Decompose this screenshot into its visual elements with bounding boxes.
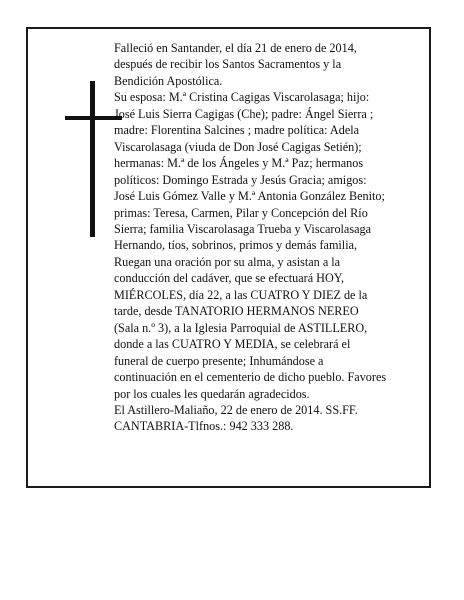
notice-line: Sierra; familia Viscarolasaga Trueba y Viscarolasaga — [114, 221, 371, 236]
notice-line: después de recibir los Santos Sacramentos y la — [114, 57, 342, 72]
notice-line: CANTABRIA-Tlfnos.: 942 333 288. — [114, 419, 294, 434]
notice-line: Hernando, tíos, sobrinos, primos y demás familia, — [114, 238, 358, 253]
notice-line: MIÉRCOLES, día 22, a las CUATRO Y DIEZ de la — [114, 287, 368, 302]
notice-line: funeral de cuerpo presente; Inhumándose a — [114, 353, 324, 368]
notice-line: hermanas: M.ª de los Ángeles y M.ª Paz; hermanos — [114, 156, 364, 171]
notice-line: Bendición Apostólica. — [114, 73, 223, 88]
notice-line: conducción del cadáver, que se efectuará HOY, — [114, 271, 345, 286]
notice-line: (Sala n.º 3), a la Iglesia Parroquial de ASTILLERO, — [114, 320, 368, 335]
notice-line: Falleció en Santander, el día 21 de enero de 2014, — [114, 41, 357, 55]
notice-line: Ruegan una oración por su alma, y asistan a la — [114, 254, 341, 269]
notice-line: madre: Florentina Salcines ; madre política: Adela — [114, 123, 360, 138]
notice-line: tarde, desde TANATORIO HERMANOS NEREO — [114, 304, 359, 319]
notice-line: El Astillero-Maliaño, 22 de enero de 2014. SS.FF. — [114, 402, 358, 417]
notice-line: donde a las CUATRO Y MEDIA, se celebrará el — [114, 337, 351, 352]
notice-line: Su esposa: M.ª Cristina Cagigas Viscarolasaga; hijo: — [114, 90, 370, 105]
obituary-notice-text — [114, 40, 416, 435]
notice-line: José Luis Sierra Cagigas (Che); padre: Ángel Sierra ; — [114, 106, 374, 121]
notice-line: políticos: Domingo Estrada y Jesús Gracia; amigos: — [114, 172, 367, 187]
notice-line: continuación en el cementerio de dicho pueblo. Favores — [114, 370, 387, 385]
cross-vertical-bar — [90, 81, 95, 237]
notice-line: primas: Teresa, Carmen, Pilar y Concepción del Río — [114, 205, 368, 220]
notice-line: por los cuales les quedarán agradecidos. — [114, 386, 310, 401]
notice-line: Viscarolasaga (viuda de Don José Cagigas Setién); — [114, 139, 362, 154]
notice-line: José Luis Gómez Valle y M.ª Antonia González Benito; — [114, 189, 385, 204]
